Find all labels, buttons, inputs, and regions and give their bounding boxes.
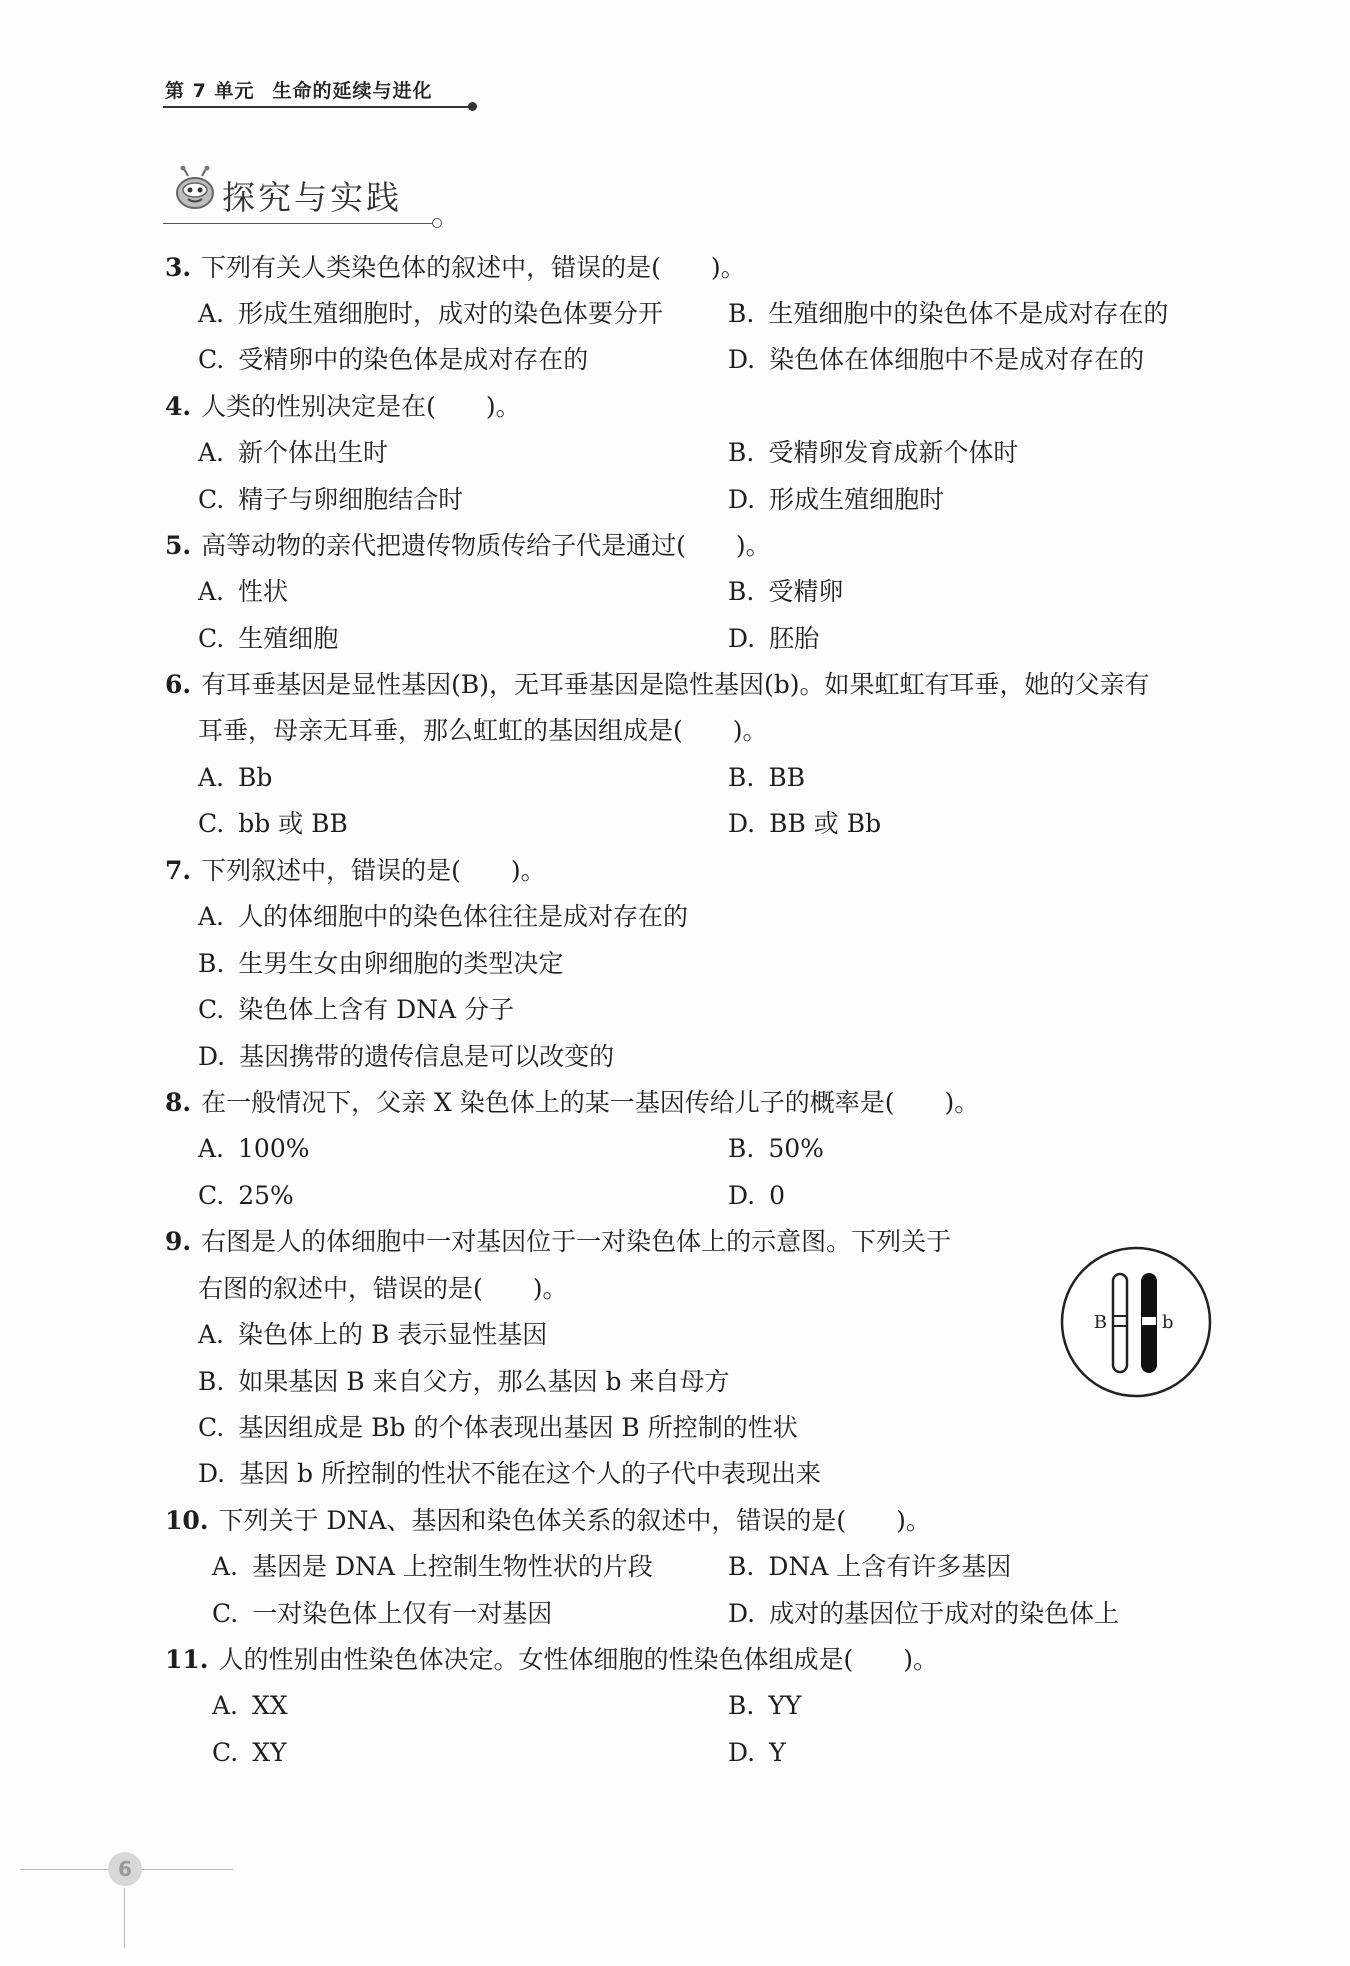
option-text: 生殖细胞中的染色体不是成对存在的 bbox=[768, 299, 1169, 328]
page-number: 6 bbox=[118, 1857, 132, 1881]
question-3-option-a[interactable] bbox=[198, 298, 663, 330]
question-9-option-c[interactable] bbox=[198, 1412, 798, 1444]
option-letter: D. bbox=[198, 1042, 226, 1071]
option-letter: C. bbox=[198, 1413, 225, 1442]
question-4-option-b[interactable] bbox=[728, 437, 1018, 469]
question-6-option-c[interactable] bbox=[198, 808, 348, 840]
option-letter: C. bbox=[198, 1181, 225, 1210]
option-text: 受精卵发育成新个体时 bbox=[768, 438, 1019, 467]
header-rule-dot bbox=[468, 102, 477, 111]
question-10-option-d[interactable] bbox=[728, 1598, 1119, 1630]
question-stem-text: 下列有关人类染色体的叙述中，错误的是( )。 bbox=[201, 253, 746, 282]
option-letter: A. bbox=[198, 763, 225, 792]
gene-label-upper-b: B bbox=[1093, 1312, 1107, 1333]
option-text: XY bbox=[252, 1738, 287, 1767]
question-number: 11. bbox=[165, 1645, 209, 1674]
question-3-option-d[interactable] bbox=[728, 344, 1144, 376]
question-number: 4. bbox=[165, 392, 192, 421]
question-3-option-c[interactable] bbox=[198, 344, 588, 376]
option-letter: A. bbox=[198, 1320, 225, 1349]
option-letter: D. bbox=[728, 1599, 756, 1628]
option-letter: B. bbox=[728, 1691, 755, 1720]
question-stem-text: 下列叙述中，错误的是( )。 bbox=[201, 856, 546, 885]
option-letter: D. bbox=[198, 1459, 226, 1488]
option-text: Y bbox=[769, 1738, 786, 1767]
question-11-stem bbox=[165, 1644, 938, 1676]
question-3-option-b[interactable] bbox=[728, 298, 1168, 330]
option-text: 染色体上含有 DNA 分子 bbox=[238, 995, 515, 1024]
chromosome-left-icon bbox=[1113, 1274, 1127, 1372]
option-text: 形成生殖细胞时 bbox=[769, 485, 945, 514]
option-text: XX bbox=[252, 1691, 288, 1720]
unit-label: 第 7 单元 bbox=[165, 80, 255, 102]
option-letter: B. bbox=[728, 577, 755, 606]
chromosome-pair-figure bbox=[1058, 1244, 1214, 1400]
option-text: 胚胎 bbox=[769, 624, 820, 653]
question-stem-text: 高等动物的亲代把遗传物质传给子代是通过( )。 bbox=[201, 531, 771, 560]
option-text: BB bbox=[768, 763, 806, 792]
option-text: 100% bbox=[238, 1134, 310, 1163]
section-rule bbox=[163, 223, 433, 224]
question-number: 8. bbox=[165, 1088, 192, 1117]
option-text: 25% bbox=[238, 1181, 294, 1210]
question-4-option-c[interactable] bbox=[198, 484, 463, 516]
option-letter: D. bbox=[728, 624, 756, 653]
question-6-stem bbox=[165, 669, 1150, 701]
question-5-option-d[interactable] bbox=[728, 623, 819, 655]
option-letter: B. bbox=[728, 1134, 755, 1163]
question-stem-text: 右图的叙述中，错误的是( )。 bbox=[198, 1274, 568, 1303]
option-letter: D. bbox=[728, 1181, 756, 1210]
option-text: 人的体细胞中的染色体往往是成对存在的 bbox=[238, 902, 689, 931]
option-letter: B. bbox=[198, 949, 225, 978]
question-number: 10. bbox=[165, 1506, 209, 1535]
option-text: 性状 bbox=[238, 577, 289, 606]
question-number: 5. bbox=[165, 531, 192, 560]
question-6-option-d[interactable] bbox=[728, 808, 881, 840]
question-9-option-b[interactable] bbox=[198, 1366, 730, 1398]
running-header bbox=[165, 76, 432, 103]
question-7-option-c[interactable] bbox=[198, 994, 514, 1026]
question-9-stem bbox=[165, 1226, 951, 1258]
question-8-option-d[interactable] bbox=[728, 1180, 785, 1212]
question-10-option-a[interactable] bbox=[212, 1551, 653, 1583]
option-text: 受精卵中的染色体是成对存在的 bbox=[238, 345, 589, 374]
option-letter: C. bbox=[198, 624, 225, 653]
gene-locus-lowercase-b bbox=[1142, 1317, 1156, 1325]
question-stem-text: 有耳垂基因是显性基因(B)，无耳垂基因是隐性基因(b)。如果虹虹有耳垂，她的父亲有 bbox=[201, 670, 1150, 699]
figure-circle bbox=[1062, 1248, 1210, 1396]
question-stem-text: 人的性别由性染色体决定。女性体细胞的性染色体组成是( )。 bbox=[218, 1645, 939, 1674]
question-10-option-c[interactable] bbox=[212, 1598, 552, 1630]
option-letter: B. bbox=[728, 438, 755, 467]
question-9-stem-continued bbox=[198, 1273, 568, 1305]
question-5-option-a[interactable] bbox=[198, 576, 288, 608]
option-letter: A. bbox=[212, 1552, 239, 1581]
question-4-option-d[interactable] bbox=[728, 484, 944, 516]
question-11-option-c[interactable] bbox=[212, 1737, 287, 1769]
question-8-stem bbox=[165, 1087, 979, 1119]
option-letter: C. bbox=[198, 485, 225, 514]
question-9-option-a[interactable] bbox=[198, 1319, 547, 1351]
option-text: 基因 b 所控制的性状不能在这个人的子代中表现出来 bbox=[239, 1459, 822, 1488]
unit-title: 生命的延续与进化 bbox=[272, 80, 433, 102]
question-5-option-c[interactable] bbox=[198, 623, 338, 655]
mascot-icon bbox=[172, 166, 220, 212]
option-text: 基因是 DNA 上控制生物性状的片段 bbox=[252, 1552, 653, 1581]
option-text: 基因携带的遗传信息是可以改变的 bbox=[239, 1042, 615, 1071]
option-letter: C. bbox=[198, 809, 225, 838]
option-text: 基因组成是 Bb 的个体表现出基因 B 所控制的性状 bbox=[238, 1413, 798, 1442]
option-letter: B. bbox=[728, 299, 755, 328]
option-text: 形成生殖细胞时，成对的染色体要分开 bbox=[238, 299, 664, 328]
option-letter: A. bbox=[198, 902, 225, 931]
footer-rule-vertical bbox=[124, 1888, 125, 1948]
option-letter: D. bbox=[728, 345, 756, 374]
option-text: BB 或 Bb bbox=[769, 809, 882, 838]
option-letter: B. bbox=[728, 1552, 755, 1581]
option-text: 新个体出生时 bbox=[238, 438, 389, 467]
question-9-option-d[interactable] bbox=[198, 1458, 821, 1490]
option-letter: C. bbox=[212, 1599, 239, 1628]
question-4-stem bbox=[165, 391, 521, 423]
option-letter: D. bbox=[728, 1738, 756, 1767]
question-7-option-a[interactable] bbox=[198, 901, 688, 933]
option-text: 染色体在体细胞中不是成对存在的 bbox=[769, 345, 1145, 374]
question-7-stem bbox=[165, 855, 546, 887]
question-7-option-d[interactable] bbox=[198, 1041, 614, 1073]
question-number: 3. bbox=[165, 253, 192, 282]
option-letter: A. bbox=[198, 438, 225, 467]
option-text: 0 bbox=[769, 1181, 786, 1210]
question-11-option-b[interactable] bbox=[728, 1690, 801, 1722]
option-text: Bb bbox=[238, 763, 273, 792]
question-number: 9. bbox=[165, 1227, 192, 1256]
option-letter: C. bbox=[198, 345, 225, 374]
question-4-option-a[interactable] bbox=[198, 437, 388, 469]
question-11-option-d[interactable] bbox=[728, 1737, 786, 1769]
header-rule bbox=[163, 106, 471, 108]
question-stem-text: 在一般情况下，父亲 X 染色体上的某一基因传给儿子的概率是( )。 bbox=[201, 1088, 980, 1117]
question-8-option-b[interactable] bbox=[728, 1133, 824, 1165]
option-text: bb 或 BB bbox=[238, 809, 348, 838]
question-6-option-a[interactable] bbox=[198, 762, 272, 794]
option-letter: D. bbox=[728, 809, 756, 838]
option-letter: C. bbox=[198, 995, 225, 1024]
option-letter: B. bbox=[728, 763, 755, 792]
question-stem-text: 人类的性别决定是在( )。 bbox=[201, 392, 521, 421]
question-7-option-b[interactable] bbox=[198, 948, 563, 980]
section-title: 探究与实践 bbox=[222, 178, 402, 217]
option-letter: A. bbox=[198, 577, 225, 606]
option-text: 染色体上的 B 表示显性基因 bbox=[238, 1320, 548, 1349]
option-text: 50% bbox=[768, 1134, 824, 1163]
option-text: 一对染色体上仅有一对基因 bbox=[252, 1599, 553, 1628]
question-5-stem bbox=[165, 530, 771, 562]
option-text: 如果基因 B 来自父方，那么基因 b 来自母方 bbox=[238, 1367, 730, 1396]
question-10-option-b[interactable] bbox=[728, 1551, 1011, 1583]
question-number: 7. bbox=[165, 856, 192, 885]
option-letter: A. bbox=[198, 1134, 225, 1163]
question-11-option-a[interactable] bbox=[212, 1690, 288, 1722]
option-letter: D. bbox=[728, 485, 756, 514]
question-stem-text: 下列关于 DNA、基因和染色体关系的叙述中，错误的是( )。 bbox=[218, 1506, 931, 1535]
question-6-option-b[interactable] bbox=[728, 762, 805, 794]
question-stem-text: 耳垂，母亲无耳垂，那么虹虹的基因组成是( )。 bbox=[198, 716, 768, 745]
option-letter: A. bbox=[212, 1691, 239, 1720]
question-6-stem-continued bbox=[198, 715, 768, 747]
question-5-option-b[interactable] bbox=[728, 576, 843, 608]
option-letter: C. bbox=[212, 1738, 239, 1767]
option-letter: B. bbox=[198, 1367, 225, 1396]
question-3-stem bbox=[165, 252, 746, 284]
option-letter: A. bbox=[198, 299, 225, 328]
option-text: 生男生女由卵细胞的类型决定 bbox=[238, 949, 564, 978]
option-text: 精子与卵细胞结合时 bbox=[238, 485, 464, 514]
option-text: YY bbox=[768, 1691, 802, 1720]
question-10-stem bbox=[165, 1505, 931, 1537]
option-text: 受精卵 bbox=[768, 577, 844, 606]
question-number: 6. bbox=[165, 670, 192, 699]
option-text: 生殖细胞 bbox=[238, 624, 339, 653]
option-text: 成对的基因位于成对的染色体上 bbox=[769, 1599, 1120, 1628]
section-rule-ring bbox=[432, 218, 442, 228]
question-stem-text: 右图是人的体细胞中一对基因位于一对染色体上的示意图。下列关于 bbox=[201, 1227, 952, 1256]
question-8-option-a[interactable] bbox=[198, 1133, 310, 1165]
question-8-option-c[interactable] bbox=[198, 1180, 294, 1212]
option-text: DNA 上含有许多基因 bbox=[768, 1552, 1012, 1581]
gene-label-lower-b: b bbox=[1162, 1312, 1174, 1333]
